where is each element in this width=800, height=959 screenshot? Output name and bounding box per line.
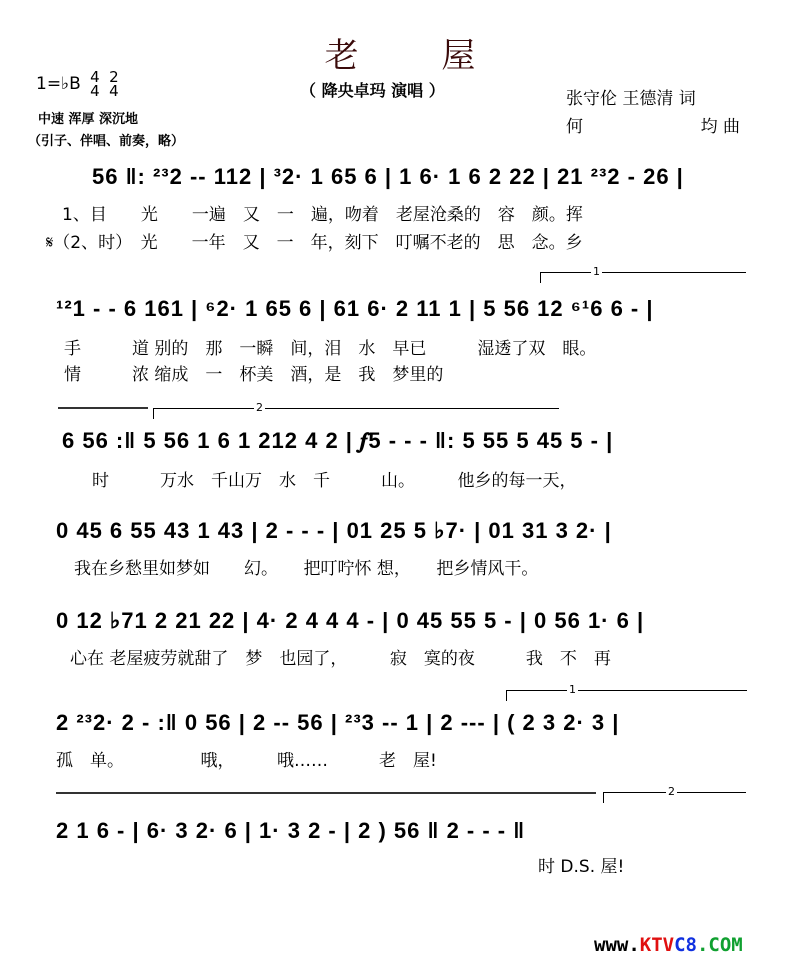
system-7-lyrics: 时 D.S. 屋! <box>538 857 625 877</box>
singer-credit: （ 降央卓玛 演唱 ） <box>300 81 445 100</box>
system-2-lyrics-verse-2: 情 浓 缩成 一 杯美 酒，是 我 梦里的 <box>64 365 444 385</box>
composer-credit: 何 均 曲 <box>566 117 740 137</box>
system-7-notes: 2 1 6 - | 6· 3 2· 6 | 1· 3 2 - | 2 ) 56 ‖ 2 - - - ‖ <box>56 818 526 843</box>
system-4-lyrics: 我在乡愁里如梦如 幻。 把叮咛怀 想， 把乡情风干。 <box>74 559 539 579</box>
watermark-link[interactable]: www.KTVC8.COM <box>594 934 743 956</box>
system-5-lyrics: 心在 老屋疲劳就甜了 梦 也园了， 寂 寞的夜 我 不 再 <box>70 649 611 669</box>
system-5-notes: 0 12 ♭71 2 21 22 | 4· 2 4 4 4 - | 0 45 55 5 - | 0 56 1· 6 | <box>56 608 645 633</box>
volta-2-bracket: 2 <box>153 408 559 419</box>
time-signature-4-4: 4 4 <box>90 68 100 100</box>
song-title: 老 屋 <box>324 36 512 76</box>
system-3-notes: 6 56 :‖ 5 56 1 6 1 212 4 2 | 𝆑5 - - - ‖: 5 55 5 45 5 - | <box>62 428 614 453</box>
key-label: 1=♭B <box>36 74 81 94</box>
time-signature-2-4: 2 4 <box>109 68 119 100</box>
system-2-lyrics-verse-1: 手 道 别的 那 一瞬 间，泪 水 早已 湿透了双 眼。 <box>64 339 597 359</box>
intro-note: （引子、伴唱、前奏，略） <box>28 134 185 149</box>
lyricist-credit: 张守伦 王德清 词 <box>566 89 696 109</box>
volta-2-bracket-ending: 2 <box>603 792 746 803</box>
key-signature <box>36 70 119 98</box>
volta-1-bracket: 1 <box>540 272 746 283</box>
system-2-notes: ¹²1 - - 6 161 | ⁶2· 1 65 6 | 61 6· 2 11 1 | 5 56 12 ⁶¹6 6 - | <box>56 296 654 321</box>
system-6-lyrics: 孤 单。 哦， 哦…… 老 屋! <box>56 751 437 771</box>
system-1-lyrics-verse-2: 𝄋（2、时） 光 一年 又 一 年，刻下 叮嘱不老的 思 念。乡 <box>46 233 583 253</box>
system-3-lyrics: 时 万水 千山万 水 千 山。 他乡的每一天， <box>92 471 577 491</box>
system-6-notes: 2 ²³2· 2 - :‖ 0 56 | 2 -- 56 | ²³3 -- 1 | 2 --- | ( 2 3 2· 3 | <box>56 710 620 735</box>
tempo-marking: 中速 浑厚 深沉地 <box>38 112 139 127</box>
system-4-notes: 0 45 6 55 43 1 43 | 2 - - - | 01 25 5 ♭7· | 01 31 3 2· | <box>56 518 612 543</box>
volta-1-bracket-ending: 1 <box>506 690 747 701</box>
volta-1-continuation <box>58 407 148 409</box>
volta-1-continuation-line <box>56 792 596 794</box>
system-1-notes: 56 ‖: ²³2 -- 112 | ³2· 1 65 6 | 1 6· 1 6 2 22 | 21 ²³2 - 26 | <box>92 164 684 189</box>
system-1-lyrics-verse-1: 1、目 光 一遍 又 一 遍，吻着 老屋沧桑的 容 颜。挥 <box>62 205 583 225</box>
